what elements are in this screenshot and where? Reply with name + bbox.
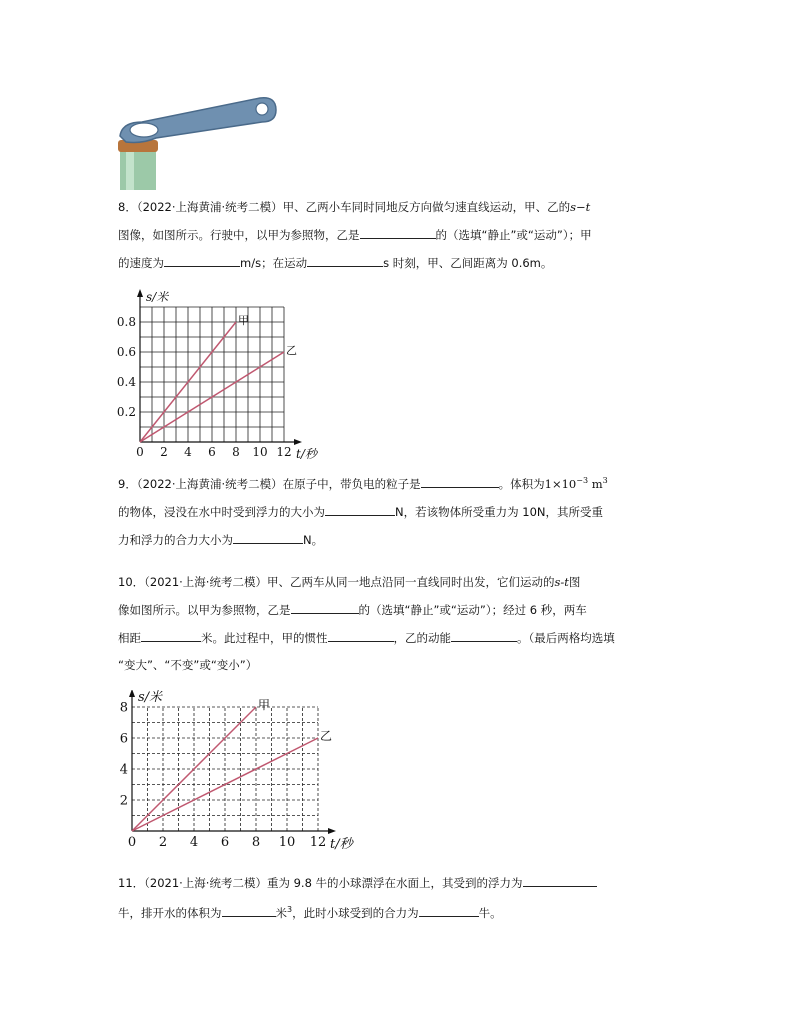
y-tick-label: 4 bbox=[119, 762, 128, 778]
x-tick-label: 4 bbox=[189, 835, 199, 850]
x-tick-label: 2 bbox=[158, 835, 168, 850]
y-tick-label: 0.4 bbox=[116, 375, 136, 389]
y-axis-arrow bbox=[137, 289, 143, 297]
x-tick-label: 10 bbox=[252, 445, 268, 459]
x-axis-label: t/秒 bbox=[330, 837, 353, 852]
q10-line-3: 相距 米。此过程中，甲的惯性 ，乙的动能 。（最后两格均选填 bbox=[118, 631, 615, 645]
x-axis-label: t/秒 bbox=[296, 447, 317, 461]
q8-line-3: 的速度为 m/s；在运动 s 时刻，甲、乙间距离为 0.6m。 bbox=[118, 256, 553, 270]
question-8 bbox=[118, 200, 688, 270]
q11-blank-3[interactable] bbox=[419, 905, 479, 917]
q8-line-2: 图像，如图所示。行驶中，以甲为参照物，乙是 的（选填“静止”或“运动”）；甲 bbox=[118, 228, 592, 242]
y-tick-label: 8 bbox=[119, 700, 128, 716]
x-tick-label: 0 bbox=[127, 835, 137, 850]
x-axis-arrow bbox=[328, 828, 336, 834]
q9-blank-1[interactable] bbox=[421, 476, 499, 488]
q9-blank-2[interactable] bbox=[325, 504, 395, 516]
q8-blank-3[interactable] bbox=[307, 255, 383, 267]
x-tick-label: 10 bbox=[278, 835, 296, 850]
x-tick-label: 4 bbox=[184, 445, 192, 459]
bottle-opener-illustration bbox=[112, 92, 282, 190]
q9-line-2: 的物体，浸没在水中时受到浮力的大小为 N，若该物体所受重力为 10N，其所受重 bbox=[118, 504, 603, 519]
q8-line-1: 8．（2022·上海黄浦·统考二模）甲、乙两小车同时同地反方向做匀速直线运动，甲、乙的s−t bbox=[118, 200, 591, 214]
x-tick-label: 2 bbox=[160, 445, 168, 459]
x-tick-label: 6 bbox=[208, 445, 216, 459]
bottle-highlight bbox=[126, 150, 134, 190]
opener-hole bbox=[256, 103, 268, 115]
x-tick-label: 0 bbox=[136, 445, 144, 459]
q10-line-4: “变大”、“不变”或“变小”） bbox=[118, 658, 258, 672]
q10-blank-4[interactable] bbox=[451, 630, 517, 642]
question-10 bbox=[118, 575, 688, 672]
y-axis-label: s/米 bbox=[138, 690, 163, 705]
q8-blank-1[interactable] bbox=[360, 227, 436, 239]
x-axis-arrow bbox=[294, 439, 302, 445]
series-label: 乙 bbox=[320, 729, 333, 743]
st-chart-q8 bbox=[112, 288, 342, 468]
question-9 bbox=[118, 474, 688, 547]
bottle-neck bbox=[120, 148, 156, 190]
y-tick-label: 2 bbox=[119, 793, 128, 809]
q11-blank-2[interactable] bbox=[222, 905, 276, 917]
q10-line-1: 10．（2021·上海·统考二模）甲、乙两车从同一地点沿同一直线同时出发，它们运动的s-t图 bbox=[118, 575, 581, 589]
q11-line-2: 牛，排开水的体积为 米$^3$，此时小球受到的合力为 牛。 bbox=[118, 905, 502, 920]
x-tick-label: 6 bbox=[220, 835, 230, 850]
series-label: 乙 bbox=[286, 344, 297, 357]
x-tick-label: 8 bbox=[251, 835, 261, 850]
q10-line-2: 像如图所示。以甲为参照物，乙是 的（选填“静止”或“运动”）；经过 6 秒，两车 bbox=[118, 603, 587, 617]
series-label: 甲 bbox=[238, 314, 249, 327]
y-tick-label: 0.8 bbox=[116, 315, 136, 329]
y-axis-label: s/米 bbox=[146, 290, 169, 304]
opener-ring bbox=[130, 123, 158, 137]
series-label: 甲 bbox=[258, 698, 271, 712]
q9-line-1: 9．（2022·上海黄浦·统考二模）在原子中，带负电的粒子是 。体积为$1\times 10^{-3}$ $m^3$ bbox=[118, 476, 608, 491]
y-tick-label: 0.6 bbox=[116, 345, 136, 359]
q9-line-3: 力和浮力的合力大小为 N。 bbox=[118, 532, 324, 547]
q9-blank-3[interactable] bbox=[233, 532, 303, 544]
q10-blank-2[interactable] bbox=[141, 630, 201, 642]
x-tick-label: 12 bbox=[276, 445, 292, 459]
q8-blank-2[interactable] bbox=[164, 255, 240, 267]
x-tick-label: 8 bbox=[232, 445, 240, 459]
q11-blank-1[interactable] bbox=[523, 875, 597, 887]
y-tick-label: 6 bbox=[119, 731, 128, 747]
q10-blank-3[interactable] bbox=[328, 630, 394, 642]
question-11 bbox=[118, 875, 688, 920]
y-axis-arrow bbox=[129, 690, 135, 697]
q11-line-1: 11．（2021·上海·统考二模）重为 9.8 牛的小球漂浮在水面上，其受到的浮力为 bbox=[118, 875, 688, 890]
q10-blank-1[interactable] bbox=[291, 602, 359, 614]
x-tick-label: 12 bbox=[309, 835, 327, 850]
st-chart-q10 bbox=[112, 690, 362, 860]
y-tick-label: 0.2 bbox=[116, 405, 136, 419]
